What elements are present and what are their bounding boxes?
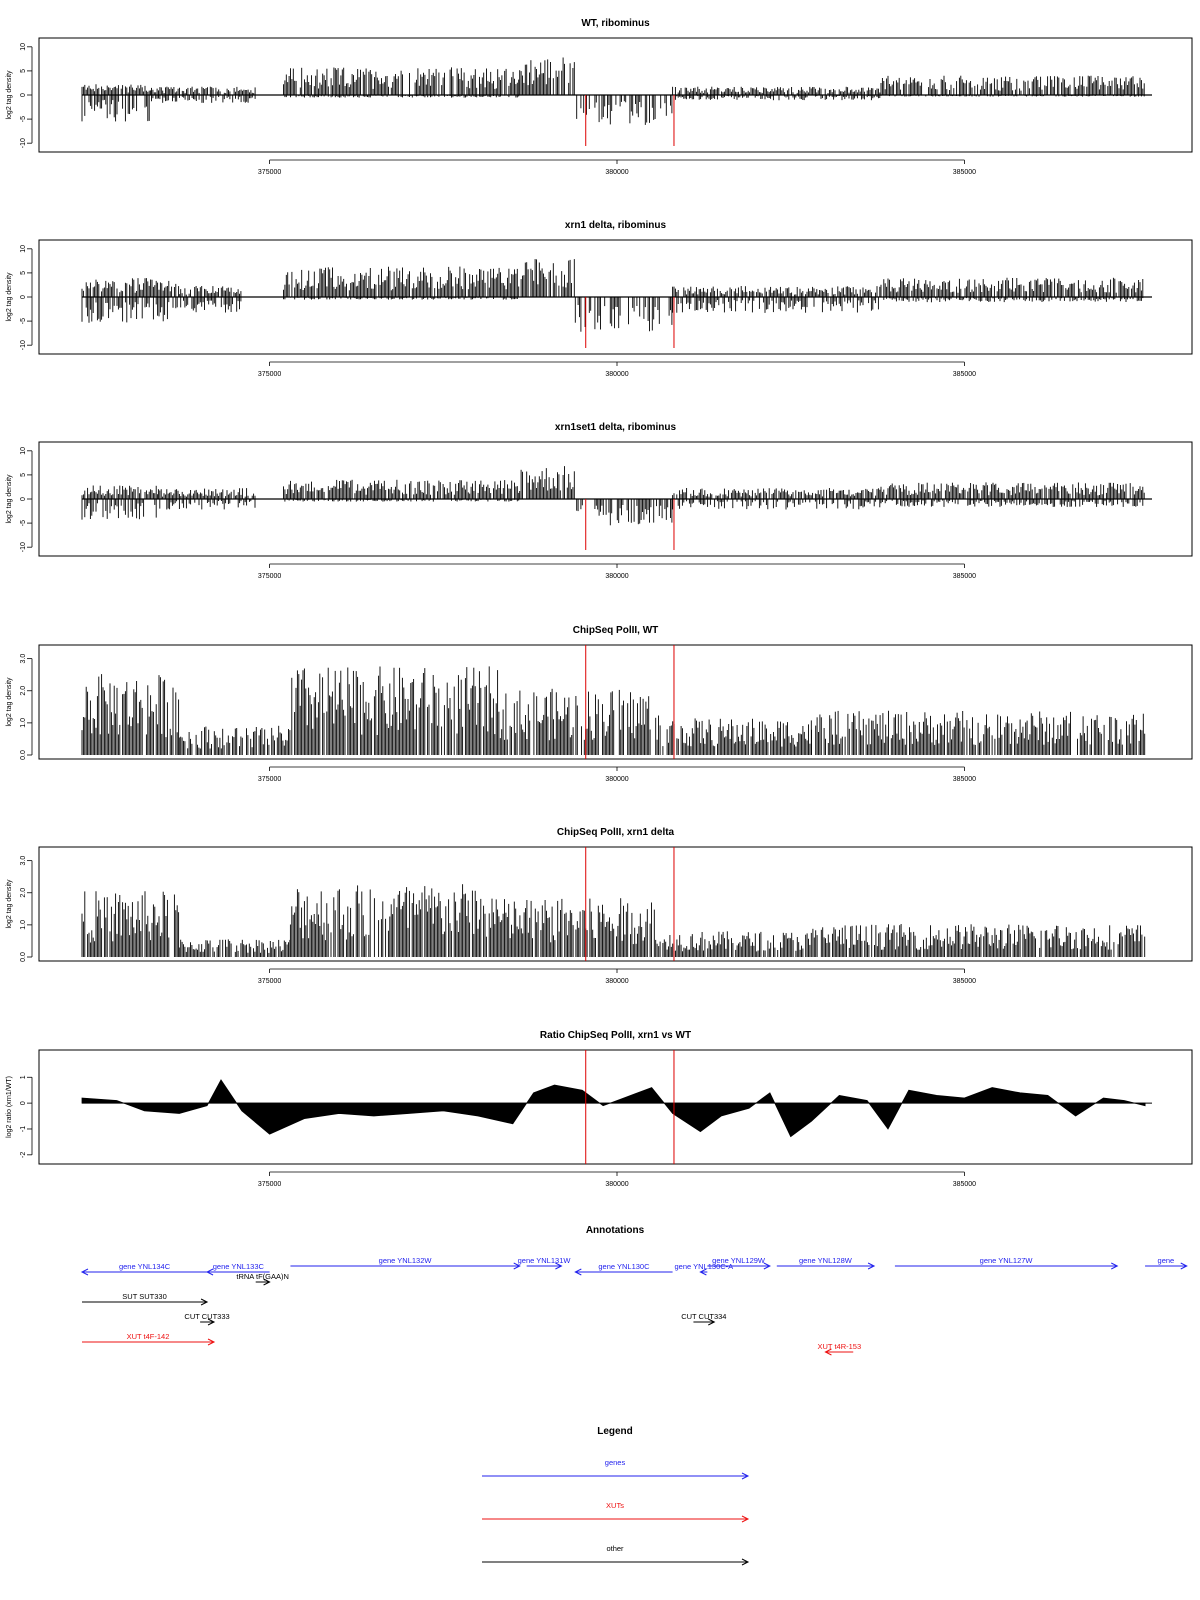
legend-label: other (606, 1544, 624, 1553)
annotation-label: gene YNL129W (712, 1256, 766, 1265)
y-tick-label: -5 (20, 317, 27, 325)
annotation-label: CUT CUT334 (681, 1312, 727, 1321)
legend (482, 1426, 748, 1565)
y-tick-label: 1.0 (20, 718, 27, 728)
data-segment (284, 67, 519, 97)
annotation-label: gene YNL134C (118, 1262, 171, 1271)
chart-title: Ratio ChipSeq PolII, xrn1 vs WT (539, 1030, 692, 1041)
data-segment (284, 267, 519, 300)
annotation-label: gene (1157, 1256, 1175, 1265)
data-segment (499, 898, 657, 957)
ratio-area (82, 1080, 1145, 1137)
x-tick-label: 380000 (605, 776, 629, 783)
x-tick-label: 375000 (257, 1181, 282, 1188)
y-tick-label: 10 (20, 42, 27, 51)
data-segment (292, 666, 498, 755)
y-tick-label: 3.0 (20, 653, 27, 664)
x-tick-label: 375000 (257, 169, 282, 176)
y-tick-label: 0.0 (20, 750, 27, 760)
data-segment (521, 259, 574, 297)
annotation-label: gene YNL128W (799, 1256, 852, 1265)
data-segment (881, 482, 1144, 507)
y-tick-label: -10 (20, 542, 27, 553)
y-tick-label: 1 (20, 1075, 27, 1080)
annotation-label: gene YNL130C-A (674, 1262, 734, 1271)
data-segment (577, 95, 672, 125)
x-tick-label: 385000 (952, 978, 977, 985)
annotation-label: gene YNL131W (517, 1256, 571, 1265)
data-segment (520, 466, 575, 499)
annotations-title: Annotations (585, 1225, 645, 1236)
annotation-feature (518, 1256, 572, 1269)
annotation-label: gene YNL127W (979, 1256, 1033, 1265)
chart-panel-6 (6, 1030, 1192, 1188)
y-tick-label: 0 (20, 497, 27, 501)
annotation-feature (818, 1342, 862, 1355)
y-axis-label: log2 ratio (xrn1/WT) (6, 1076, 13, 1138)
y-tick-label: 3.0 (20, 855, 27, 866)
y-tick-label: -2 (20, 1151, 27, 1158)
data-segment (659, 931, 812, 957)
x-tick-label: 380000 (605, 1181, 629, 1188)
x-tick-label: 380000 (605, 978, 629, 985)
x-tick-label: 385000 (952, 573, 977, 580)
x-tick-label: 375000 (257, 573, 282, 580)
chart-title: WT, ribominus (581, 18, 650, 29)
y-axis-label: log2 tag density (6, 474, 13, 524)
annotation-feature (575, 1262, 672, 1275)
data-segment (499, 689, 659, 755)
y-axis-label: log2 tag density (6, 70, 13, 120)
data-segment (179, 286, 241, 313)
annotation-label: gene YNL133C (212, 1262, 264, 1271)
annotation-feature (184, 1312, 229, 1325)
y-tick-label: 2.0 (20, 887, 27, 898)
chart-title: ChipSeq PolII, xrn1 delta (556, 827, 675, 838)
annotation-label: tRNA tF(GAA)N (236, 1272, 289, 1281)
annotation-label: XUT t4R-153 (817, 1342, 862, 1351)
annotation-feature (82, 1262, 207, 1275)
chart-panel-3 (6, 422, 1192, 580)
data-segment (812, 711, 1145, 755)
annotation-feature (82, 1292, 207, 1305)
annotation-feature (82, 1332, 214, 1345)
chart-panel-4 (6, 625, 1192, 783)
data-segment (290, 884, 497, 957)
data-segment (179, 939, 290, 957)
x-tick-label: 375000 (257, 776, 282, 783)
annotation-feature (236, 1272, 289, 1285)
y-tick-label: 5 (20, 270, 27, 275)
annotation-feature (777, 1256, 874, 1269)
y-tick-label: -10 (20, 340, 27, 351)
annotation-label: gene YNL132W (378, 1256, 432, 1265)
y-tick-label: -1 (20, 1125, 27, 1133)
annotation-feature (681, 1312, 726, 1325)
y-tick-label: 0 (20, 93, 27, 97)
plot-frame (39, 1050, 1192, 1164)
chart-title: ChipSeq PolII, WT (572, 625, 659, 636)
y-axis-label: log2 tag density (6, 272, 13, 322)
y-axis-label: log2 tag density (6, 879, 13, 929)
data-segment (673, 286, 880, 313)
y-tick-label: -5 (20, 519, 27, 527)
data-segment (673, 87, 880, 101)
legend-item-other (482, 1544, 748, 1565)
data-segment (82, 674, 179, 755)
data-segment (577, 499, 672, 525)
y-tick-label: 1.0 (20, 920, 27, 930)
legend-label: XUTs (606, 1501, 624, 1510)
data-segment (82, 891, 179, 957)
data-segment (575, 297, 672, 332)
x-tick-label: 385000 (952, 1181, 977, 1188)
x-tick-label: 385000 (952, 371, 977, 378)
chart-title: xrn1 delta, ribominus (564, 220, 667, 231)
annotation-feature (290, 1256, 519, 1269)
data-segment (284, 480, 519, 502)
data-segment (82, 278, 179, 323)
x-tick-label: 380000 (605, 169, 629, 176)
data-segment (881, 76, 1144, 97)
annotation-feature (895, 1256, 1117, 1269)
x-tick-label: 375000 (257, 978, 282, 985)
legend-label: genes (604, 1458, 626, 1467)
data-segment (813, 924, 1145, 957)
annotation-label: CUT CUT333 (184, 1312, 230, 1321)
chart-panel-2 (6, 220, 1192, 378)
annotation-label: gene YNL130C (598, 1262, 650, 1271)
x-tick-label: 385000 (952, 169, 977, 176)
chart-title: xrn1set1 delta, ribominus (554, 422, 677, 433)
x-tick-label: 380000 (605, 573, 629, 580)
annotation-feature (1145, 1256, 1187, 1269)
y-axis-label: log2 tag density (6, 677, 13, 727)
y-tick-label: 0.0 (20, 952, 27, 962)
y-tick-label: 0 (20, 1101, 27, 1106)
chart-panel-1 (6, 18, 1192, 176)
legend-item-xuts (482, 1501, 748, 1522)
data-segment (881, 278, 1143, 303)
annotations-track (82, 1225, 1187, 1355)
annotation-label: SUT SUT330 (122, 1292, 167, 1301)
legend-title: Legend (597, 1426, 633, 1437)
y-tick-label: 0 (20, 295, 27, 299)
data-segment (179, 726, 290, 755)
annotation-label: XUT t4F-142 (126, 1332, 170, 1341)
y-tick-label: 10 (20, 446, 27, 455)
y-tick-label: 5 (20, 472, 27, 477)
x-tick-label: 375000 (257, 371, 282, 378)
chart-panel-5 (6, 827, 1192, 985)
y-tick-label: 5 (20, 68, 27, 73)
y-tick-label: -10 (20, 138, 27, 149)
legend-item-genes (482, 1458, 748, 1479)
y-tick-label: 2.0 (20, 685, 27, 696)
data-segment (82, 486, 158, 520)
y-tick-label: 10 (20, 244, 27, 253)
x-tick-label: 385000 (952, 776, 977, 783)
y-tick-label: -5 (20, 115, 27, 123)
data-segment (520, 58, 575, 96)
x-tick-label: 380000 (605, 371, 629, 378)
data-segment (82, 84, 151, 121)
data-segment (660, 718, 811, 755)
